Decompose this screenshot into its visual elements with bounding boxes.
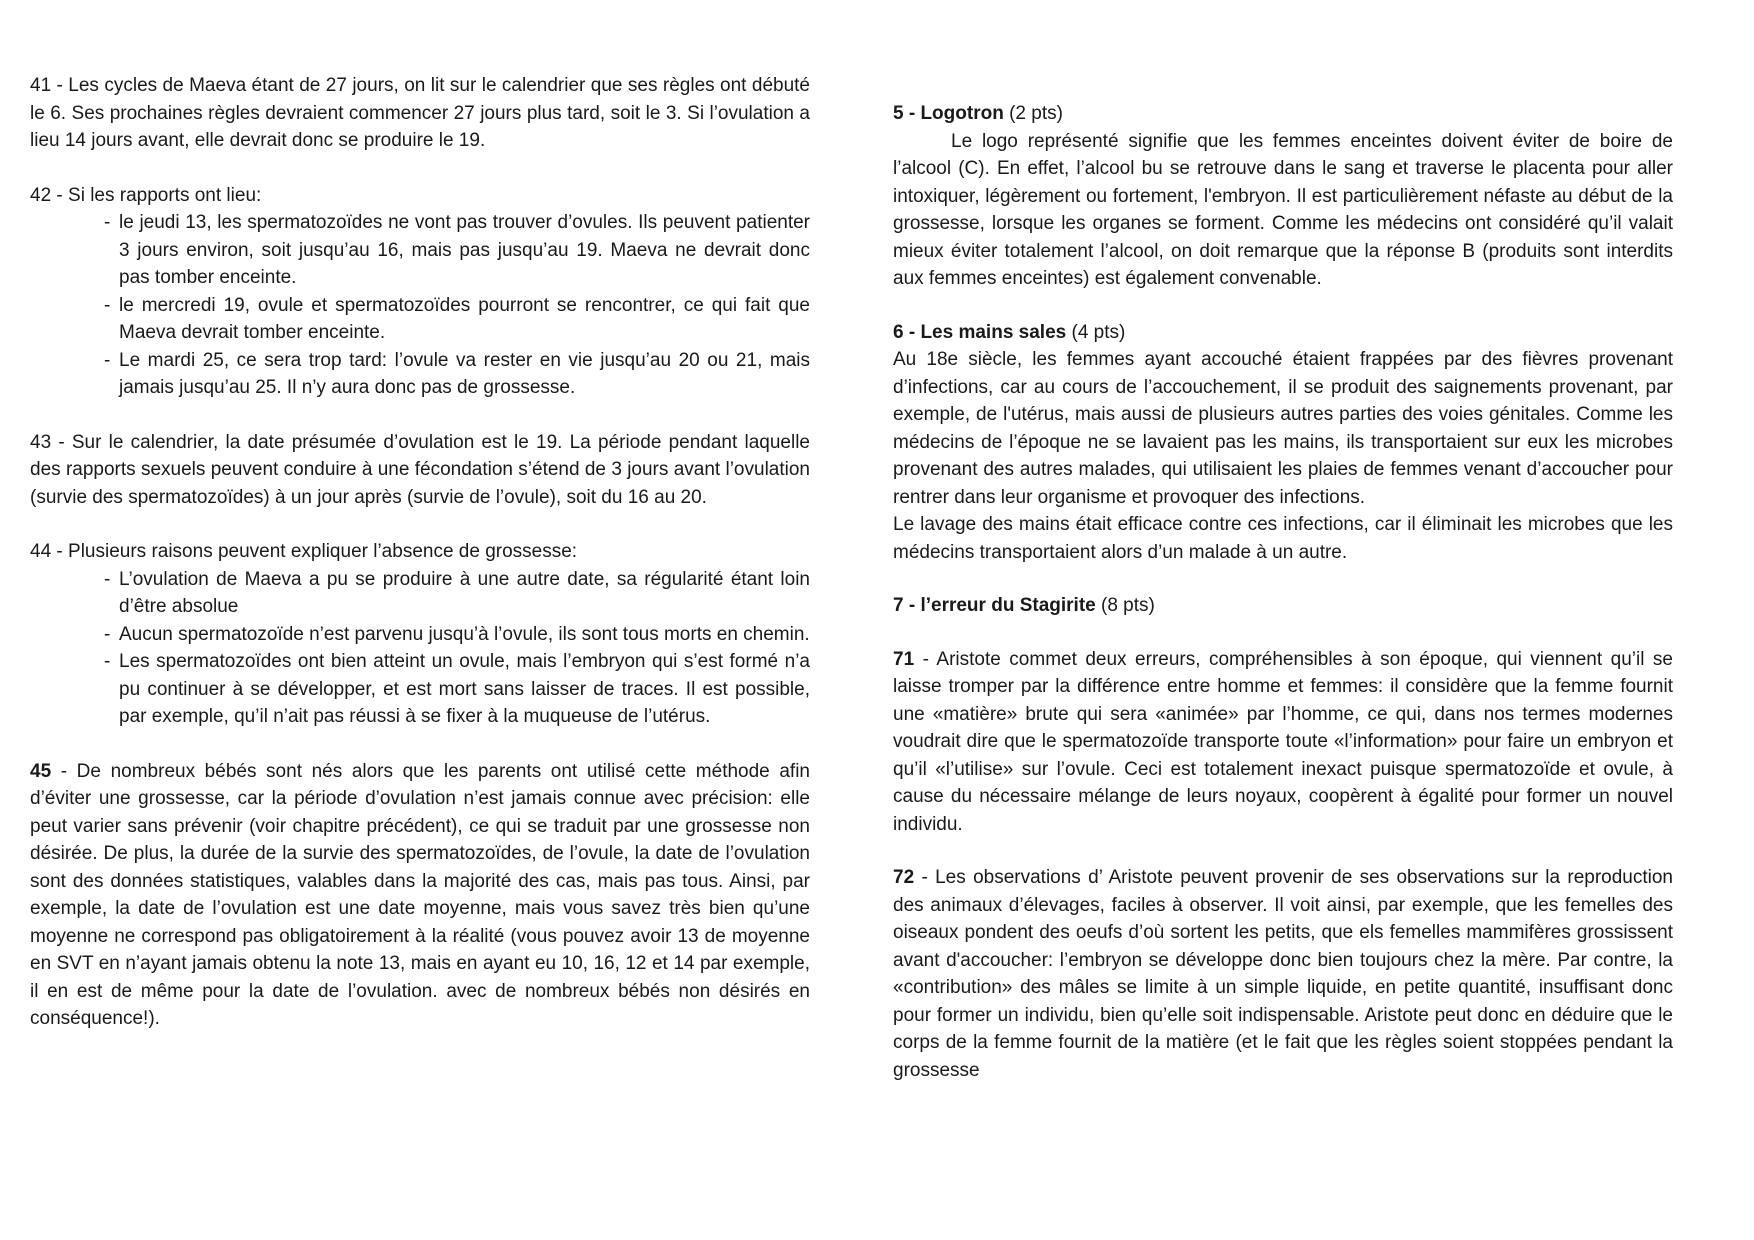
section-5 (893, 100, 1673, 293)
answer-71-text: - Aristote commet deux erreurs, compréhensibles à son époque, qui viennent qu’il se laisse tromper par la différence entre homme et femmes: il considère que la femme fournit une «matière» brute qui sera «animée» par l’homme, ce qui, dans nos termes modernes voudrait dire que le spermatozoïde transporte toute «l’information» pour faire un embryon et qu’il «l’utilise» sur l’ovule. Ceci est totalement inexact puisque spermatozoïde et ovule, à cause du nécessaire mélange de leurs noyaux, coopèrent à égalité pour former un nouvel individu. (893, 648, 1673, 835)
section-6-heading (893, 319, 1673, 347)
list-item: - Les spermatozoïdes ont bien atteint un ovule, mais l’embryon qui s’est formé n’a pu continuer à se développer, et est mort sans laisser de traces. Il est possible, par exemple, qu’il n’ait pas réussi à se fixer à la muqueuse de l’utérus. (104, 651, 810, 727)
answer-42-intro: 42 - Si les rapports ont lieu: (30, 184, 262, 206)
section-5-points: (2 pts) (1003, 103, 1063, 124)
list-item: - Aucun spermatozoïde n’est parvenu jusqu’à l’ovule, ils sont tous morts en chemin. (104, 623, 810, 645)
section-5-title: 5 - Logotron (893, 103, 1004, 124)
section-7-title: 7 - l’erreur du Stagirite (893, 595, 1096, 616)
answer-42 (30, 182, 810, 402)
answer-71 (893, 646, 1673, 839)
section-7-points: (8 pts) (1095, 595, 1155, 616)
answer-72 (893, 864, 1673, 1084)
answer-43: 43 - Sur le calendrier, la date présumée d’ovulation est le 19. La période pendant laquelle des rapports sexuels peuvent conduire à une fécondation s’étend de 3 jours avant l’ovulation (survie des spermatozoïdes) à un jour après (survie de l’ovule), soit du 16 au 20. (30, 431, 810, 508)
list-item: - le jeudi 13, les spermatozoïdes ne vont pas trouver d’ovules. Ils peuvent patienter 3 jours environ, soit jusqu’au 16, mais pas jusqu’au 19. Maeva ne devrait donc pas tomber enceinte. (104, 212, 810, 288)
section-5-text: Le logo représenté signifie que les femmes enceintes doivent éviter de boire de l’alcool (C). En effet, l’alcool bu se retrouve dans le sang et traverse le placenta pour aller intoxiquer, légèrement ou fortement, l'embryon. Il est particulièrement néfaste au début de la grossesse, lorsque les organes se forment. Comme les médecins ont considéré qu’il valait mieux éviter totalement l’alcool, on doit remarque que la réponse B (produits sont interdits aux femmes enceintes) est également convenable. (893, 130, 1673, 289)
section-6-text-1: Au 18e siècle, les femmes ayant accouché étaient frappées par des fièvres provenant d’infections, car au cours de l’accouchement, il se produit des saignements provenant, par exemple, de l'utérus, mais aussi de plusieurs autres parties des voies génitales. Comme les médecins de l’époque ne se lavaient pas les mains, ils transportaient sur eux les microbes provenant des autres malades, qui utilisaient les plaies de femmes venant d’accoucher pour rentrer dans leur organisme et provoquer des infections. (893, 349, 1673, 508)
list-item: - L’ovulation de Maeva a pu se produire à une autre date, sa régularité étant loin d’être absolue (104, 568, 810, 617)
answer-44-list (30, 566, 810, 731)
right-column (893, 100, 1673, 1084)
section-6 (893, 319, 1673, 567)
section-6-title: 6 - Les mains sales (893, 321, 1067, 343)
answer-45-text: - De nombreux bébés sont nés alors que les parents ont utilisé cette méthode afin d’éviter une grossesse, car la période d’ovulation n’est jamais connue avec précision: elle peut varier sans prévenir (voir chapitre précédent), ce qui se traduit par une grossesse non désirée. De plus, la durée de la survie des spermatozoïdes, de l’ovule, la date de l’ovulation sont des données statistiques, valables dans la majorité des cas, mais pas tous. Ainsi, par exemple, la date de l’ovulation est une date moyenne, mais vous savez très bien qu’une moyenne ne correspond pas obligatoirement à la réalité (vous pouvez avoir 13 de moyenne en SVT en n’ayant jamais obtenu la note 13, mais en ayant eu 10, 16, 12 et 14 par exemple, il en est de même pour la date de l’ovulation. avec de nombreux bébés non désirés en conséquence!). (30, 760, 810, 1029)
answer-44 (30, 538, 810, 731)
answer-45-number: 45 (30, 760, 52, 782)
answer-42-list (30, 209, 810, 402)
section-6-text-2: Le lavage des mains était efficace contre ces infections, car il éliminait les microbes que les médecins transportaient alors d’un malade à un autre. (893, 514, 1673, 563)
section-5-heading (893, 100, 1673, 128)
answer-72-number: 72 (893, 867, 915, 888)
answer-72-text: - Les observations d’ Aristote peuvent provenir de ses observations sur la reproduction des animaux d’élevages, faciles à observer. Il voit ainsi, par exemple, que les femelles des oiseaux pondent des oeufs d’où sortent les petits, que els femelles mammifères grossissent avant d'accoucher: l’embryon se développe donc bien toujours chez la mère. Par contre, la «contribution» des mâles se limite à un simple liquide, en petite quantité, insuffisant donc pour former un individu, bien qu’elle soit indispensable. Aristote peut donc en déduire que le corps de la femme fournit de la matière (et le fait que les règles soient stoppées pendant la grossesse (893, 867, 1673, 1081)
section-6-points: (4 pts) (1066, 321, 1126, 343)
list-item: - le mercredi 19, ovule et spermatozoïdes pourront se rencontrer, ce qui fait que Maeva devrait tomber enceinte. (104, 294, 810, 343)
section-7-heading (893, 592, 1673, 620)
answer-44-intro: 44 - Plusieurs raisons peuvent expliquer l’absence de grossesse: (30, 541, 578, 562)
left-column (30, 72, 810, 1033)
answer-41: 41 - Les cycles de Maeva étant de 27 jours, on lit sur le calendrier que ses règles ont débuté le 6. Ses prochaines règles devraient commencer 27 jours plus tard, soit le 3. Si l’ovulation a lieu 14 jours avant, elle devrait donc se produire le 19. (30, 75, 810, 151)
answer-45 (30, 758, 810, 1033)
answer-71-number: 71 (893, 648, 915, 670)
list-item: - Le mardi 25, ce sera trop tard: l’ovule va rester en vie jusqu’au 20 ou 21, mais jamais jusqu’au 25. Il n’y aura donc pas de grossesse. (104, 349, 810, 398)
